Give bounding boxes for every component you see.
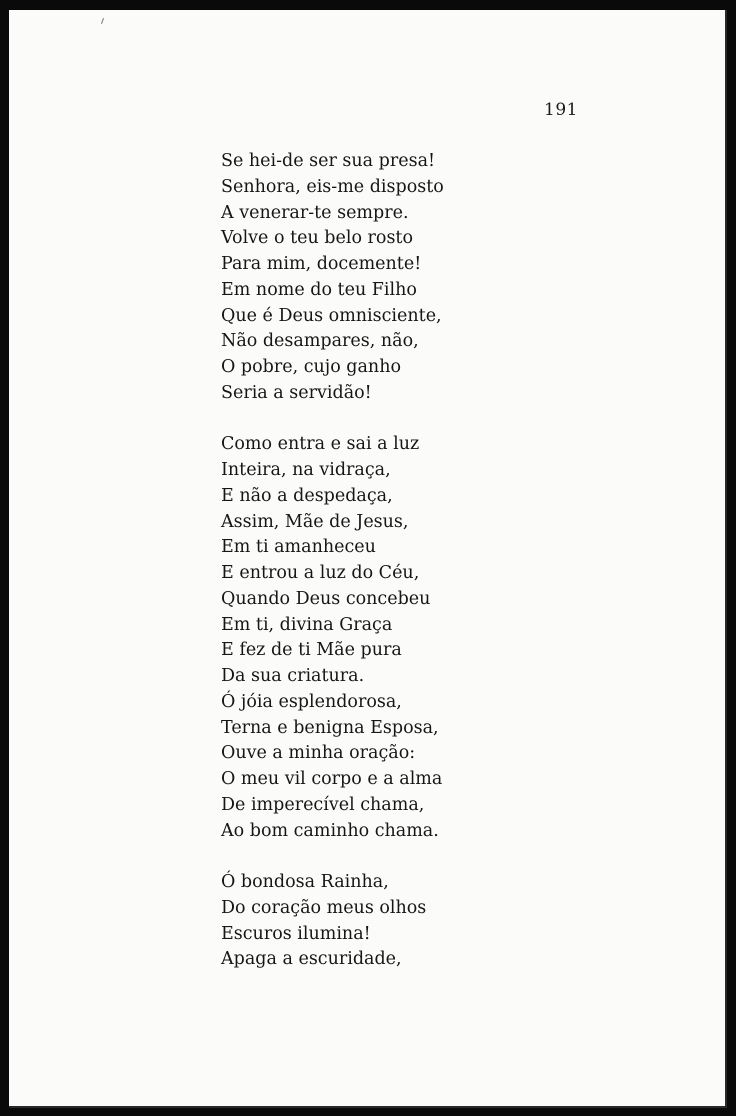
poem-line: Seria a servidão! bbox=[221, 382, 372, 403]
stanza-break bbox=[221, 844, 521, 870]
stanza bbox=[221, 432, 521, 844]
poem-line: Inteira, na vidraça, bbox=[221, 460, 391, 480]
poem-line: Ó jóia esplendorosa, bbox=[221, 691, 402, 712]
poem-text bbox=[221, 149, 521, 973]
poem-line: Ouve a minha oração: bbox=[221, 743, 416, 764]
poem-line: E não a despedaça, bbox=[221, 485, 393, 506]
book-page bbox=[9, 10, 727, 1108]
poem-line: E fez de ti Mãe pura bbox=[221, 640, 402, 661]
poem-line: Escuros ilumina! bbox=[221, 923, 371, 944]
poem-line: Do coração meus olhos bbox=[221, 897, 427, 918]
poem-line: O meu vil corpo e a alma bbox=[221, 769, 443, 789]
poem-line: Em ti, divina Graça bbox=[221, 614, 393, 635]
scan-speck bbox=[101, 18, 104, 24]
poem-line: Quando Deus concebeu bbox=[221, 588, 431, 609]
poem-line: Senhora, eis-me disposto bbox=[221, 176, 444, 197]
poem-line: E entrou a luz do Céu, bbox=[221, 563, 420, 583]
poem-line: Da sua criatura. bbox=[221, 666, 365, 686]
poem-line: Volve o teu belo rosto bbox=[221, 228, 413, 249]
poem-line: Em nome do teu Filho bbox=[221, 279, 417, 300]
stanza-break bbox=[221, 407, 521, 433]
poem-line: Ó bondosa Rainha, bbox=[221, 872, 389, 892]
poem-line: Que é Deus omnisciente, bbox=[221, 305, 442, 326]
poem-line: O pobre, cujo ganho bbox=[221, 357, 402, 377]
stanza bbox=[221, 870, 521, 973]
poem-line: Ao bom caminho chama. bbox=[221, 820, 439, 841]
poem-line: A venerar-te sempre. bbox=[221, 202, 409, 223]
poem-line: Se hei-de ser sua presa! bbox=[221, 151, 436, 171]
poem-line: Como entra e sai a luz bbox=[221, 434, 420, 455]
poem-line: Apaga a escuridade, bbox=[221, 949, 402, 970]
poem-line: Não desampares, não, bbox=[221, 331, 419, 352]
poem-line: Assim, Mãe de Jesus, bbox=[221, 511, 409, 532]
poem-line: Terna e benigna Esposa, bbox=[221, 717, 439, 738]
page-number: 191 bbox=[544, 100, 578, 120]
poem-line: Em ti amanheceu bbox=[221, 537, 376, 558]
poem-line: De imperecível chama, bbox=[221, 794, 425, 815]
stanza bbox=[221, 149, 521, 407]
poem-line: Para mim, docemente! bbox=[221, 254, 422, 274]
